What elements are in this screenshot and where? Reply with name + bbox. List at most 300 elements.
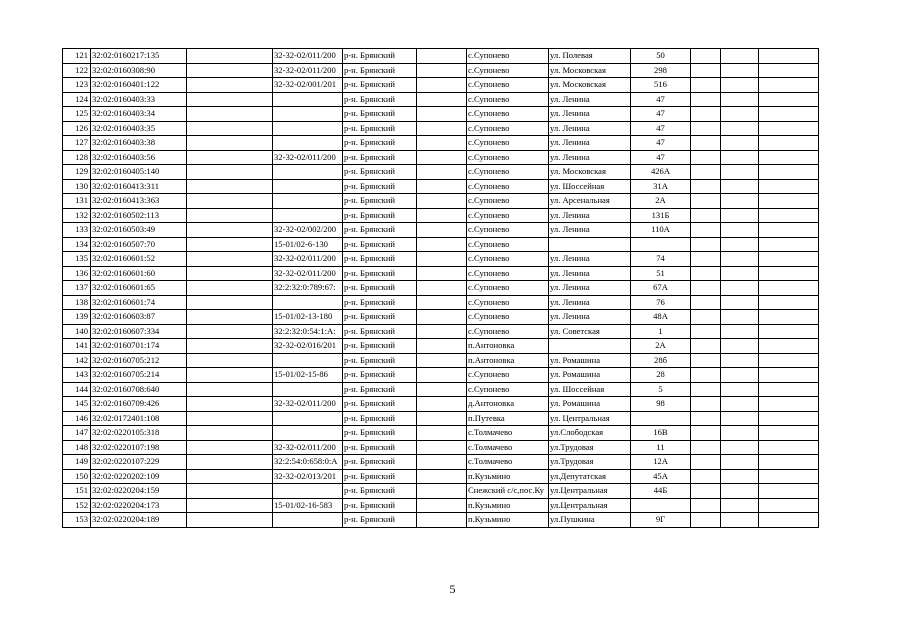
street-cell: ул. Ромашина [549,353,631,368]
blank-cell [759,78,819,93]
blank-cell [691,223,721,238]
row-index-cell: 126 [63,121,91,136]
blank-cell [721,295,759,310]
district-cell: р-н. Брянский [343,324,417,339]
district-cell: р-н. Брянский [343,92,417,107]
registration-number-cell [273,92,343,107]
blank-cell [691,252,721,267]
blank-cell [417,310,467,325]
table-row [63,237,819,252]
blank-cell [759,397,819,412]
district-cell: р-н. Брянский [343,498,417,513]
blank-cell [721,368,759,383]
settlement-cell: с.Супонево [467,107,549,122]
blank-cell [691,484,721,499]
street-cell: ул.Центральная [549,484,631,499]
blank-cell [721,281,759,296]
blank-cell [721,107,759,122]
registration-number-cell: 32-32-02/016/201 [273,339,343,354]
cadastral-number-cell: 32:02:0220204:159 [91,484,187,499]
street-cell: ул. Московская [549,165,631,180]
street-cell: ул. Ленина [549,266,631,281]
registration-number-cell [273,208,343,223]
row-index-cell: 144 [63,382,91,397]
row-index-cell: 139 [63,310,91,325]
table-row [63,281,819,296]
blank-cell [187,440,273,455]
blank-cell [721,339,759,354]
table-row [63,121,819,136]
district-cell: р-н. Брянский [343,310,417,325]
cadastral-number-cell: 32:02:0160709:426 [91,397,187,412]
house-number-cell [631,498,691,513]
blank-cell [691,455,721,470]
cadastral-number-cell: 32:02:0160403:35 [91,121,187,136]
district-cell: р-н. Брянский [343,368,417,383]
blank-cell [721,397,759,412]
registration-number-cell: 32-32-02/011/200 [273,397,343,412]
blank-cell [187,266,273,281]
blank-cell [417,498,467,513]
blank-cell [417,208,467,223]
settlement-cell: с.Супонево [467,78,549,93]
blank-cell [721,411,759,426]
house-number-cell: 131Б [631,208,691,223]
blank-cell [417,353,467,368]
blank-cell [187,49,273,64]
blank-cell [721,513,759,528]
blank-cell [759,266,819,281]
blank-cell [417,121,467,136]
blank-cell [691,382,721,397]
blank-cell [691,440,721,455]
row-index-cell: 124 [63,92,91,107]
blank-cell [187,136,273,151]
table-row [63,382,819,397]
cadastral-number-cell: 32:02:0160708:640 [91,382,187,397]
row-index-cell: 138 [63,295,91,310]
district-cell: р-н. Брянский [343,411,417,426]
blank-cell [721,498,759,513]
district-cell: р-н. Брянский [343,353,417,368]
blank-cell [721,324,759,339]
table-row [63,484,819,499]
blank-cell [759,165,819,180]
table-row [63,49,819,64]
registration-number-cell: 32-32-02/013/201 [273,469,343,484]
registration-number-cell [273,411,343,426]
street-cell: ул. Ленина [549,310,631,325]
district-cell: р-н. Брянский [343,382,417,397]
cadastral-number-cell: 32:02:0160601:60 [91,266,187,281]
blank-cell [417,426,467,441]
house-number-cell: 47 [631,107,691,122]
blank-cell [759,339,819,354]
registration-number-cell [273,136,343,151]
blank-cell [417,107,467,122]
settlement-cell: с.Супонево [467,92,549,107]
district-cell: р-н. Брянский [343,455,417,470]
district-cell: р-н. Брянский [343,49,417,64]
blank-cell [721,469,759,484]
registration-number-cell: 32-32-02/011/200 [273,266,343,281]
registration-number-cell: 32-32-02/002/200 [273,223,343,238]
table-row [63,310,819,325]
table-row [63,78,819,93]
blank-cell [691,150,721,165]
blank-cell [187,78,273,93]
house-number-cell: 47 [631,92,691,107]
row-index-cell: 135 [63,252,91,267]
table-row [63,513,819,528]
row-index-cell: 123 [63,78,91,93]
blank-cell [721,223,759,238]
blank-cell [721,382,759,397]
table-row [63,136,819,151]
blank-cell [691,237,721,252]
settlement-cell: с.Супонево [467,63,549,78]
blank-cell [759,63,819,78]
blank-cell [187,252,273,267]
blank-cell [691,121,721,136]
settlement-cell: с.Супонево [467,382,549,397]
blank-cell [187,498,273,513]
blank-cell [759,368,819,383]
blank-cell [759,136,819,151]
house-number-cell: 47 [631,121,691,136]
district-cell: р-н. Брянский [343,440,417,455]
cadastral-number-cell: 32:02:0172401:108 [91,411,187,426]
blank-cell [721,426,759,441]
blank-cell [417,136,467,151]
settlement-cell: с.Супонево [467,295,549,310]
blank-cell [691,513,721,528]
row-index-cell: 125 [63,107,91,122]
settlement-cell: п.Кузьмино [467,498,549,513]
registration-number-cell [273,353,343,368]
settlement-cell: с.Супонево [467,165,549,180]
street-cell: ул. Полевая [549,49,631,64]
registration-number-cell: 32:2:54:0:658:0:А [273,455,343,470]
table-row [63,368,819,383]
house-number-cell: 76 [631,295,691,310]
blank-cell [187,179,273,194]
street-cell: ул. Ленина [549,223,631,238]
blank-cell [187,121,273,136]
street-cell: ул.Слободская [549,426,631,441]
blank-cell [187,150,273,165]
blank-cell [759,411,819,426]
blank-cell [759,426,819,441]
blank-cell [759,498,819,513]
blank-cell [691,165,721,180]
settlement-cell: с.Супонево [467,310,549,325]
district-cell: р-н. Брянский [343,194,417,209]
cadastral-number-cell: 32:02:0160217:135 [91,49,187,64]
blank-cell [187,324,273,339]
blank-cell [417,484,467,499]
house-number-cell: 12А [631,455,691,470]
table-row [63,252,819,267]
house-number-cell: 1 [631,324,691,339]
district-cell: р-н. Брянский [343,107,417,122]
district-cell: р-н. Брянский [343,165,417,180]
cadastral-number-cell: 32:02:0160601:65 [91,281,187,296]
district-cell: р-н. Брянский [343,208,417,223]
blank-cell [187,295,273,310]
district-cell: р-н. Брянский [343,484,417,499]
table-row [63,92,819,107]
blank-cell [691,426,721,441]
blank-cell [759,469,819,484]
blank-cell [187,382,273,397]
registration-number-cell: 32-32-02/001/201 [273,78,343,93]
row-index-cell: 131 [63,194,91,209]
district-cell: р-н. Брянский [343,295,417,310]
district-cell: р-н. Брянский [343,237,417,252]
district-cell: р-н. Брянский [343,179,417,194]
blank-cell [417,92,467,107]
district-cell: р-н. Брянский [343,339,417,354]
cadastral-number-cell: 32:02:0160607:334 [91,324,187,339]
table-row [63,397,819,412]
blank-cell [187,484,273,499]
cadastral-number-cell: 32:02:0160507:70 [91,237,187,252]
district-cell: р-н. Брянский [343,426,417,441]
registry-table [62,48,819,528]
house-number-cell: 298 [631,63,691,78]
blank-cell [721,440,759,455]
table-row [63,194,819,209]
settlement-cell: с.Супонево [467,266,549,281]
blank-cell [691,469,721,484]
table-row [63,165,819,180]
house-number-cell: 11 [631,440,691,455]
cadastral-number-cell: 32:02:0220105:318 [91,426,187,441]
settlement-cell: с.Супонево [467,121,549,136]
cadastral-number-cell: 32:02:0220202:109 [91,469,187,484]
district-cell: р-н. Брянский [343,397,417,412]
row-index-cell: 127 [63,136,91,151]
blank-cell [691,92,721,107]
blank-cell [187,107,273,122]
blank-cell [721,49,759,64]
row-index-cell: 152 [63,498,91,513]
blank-cell [417,194,467,209]
blank-cell [417,281,467,296]
settlement-cell: п.Путевка [467,411,549,426]
blank-cell [759,281,819,296]
cadastral-number-cell: 32:02:0160603:87 [91,310,187,325]
blank-cell [417,63,467,78]
table-row [63,469,819,484]
house-number-cell: 28б [631,353,691,368]
registration-number-cell [273,165,343,180]
row-index-cell: 128 [63,150,91,165]
row-index-cell: 136 [63,266,91,281]
settlement-cell: с.Супонево [467,136,549,151]
cadastral-number-cell: 32:02:0160601:74 [91,295,187,310]
street-cell: ул. Московская [549,63,631,78]
cadastral-number-cell: 32:02:0160403:33 [91,92,187,107]
blank-cell [759,252,819,267]
blank-cell [417,368,467,383]
street-cell [549,237,631,252]
blank-cell [187,237,273,252]
blank-cell [187,513,273,528]
blank-cell [417,324,467,339]
blank-cell [417,455,467,470]
cadastral-number-cell: 32:02:0160705:212 [91,353,187,368]
district-cell: р-н. Брянский [343,469,417,484]
row-index-cell: 121 [63,49,91,64]
blank-cell [759,353,819,368]
registration-number-cell: 15-01/02-16-583 [273,498,343,513]
blank-cell [721,179,759,194]
street-cell: ул. Ленина [549,208,631,223]
blank-cell [417,49,467,64]
registration-number-cell [273,484,343,499]
row-index-cell: 143 [63,368,91,383]
table-row [63,266,819,281]
blank-cell [759,382,819,397]
blank-cell [721,484,759,499]
house-number-cell: 45А [631,469,691,484]
house-number-cell: 5 [631,382,691,397]
blank-cell [691,324,721,339]
blank-cell [691,411,721,426]
blank-cell [721,252,759,267]
blank-cell [417,295,467,310]
blank-cell [691,353,721,368]
blank-cell [759,484,819,499]
district-cell: р-н. Брянский [343,63,417,78]
street-cell: ул. Ленина [549,252,631,267]
district-cell: р-н. Брянский [343,150,417,165]
house-number-cell: 2А [631,194,691,209]
settlement-cell: п.Кузьмино [467,513,549,528]
cadastral-number-cell: 32:02:0220107:229 [91,455,187,470]
house-number-cell [631,411,691,426]
street-cell: ул. Ромашина [549,368,631,383]
blank-cell [759,194,819,209]
blank-cell [417,382,467,397]
blank-cell [721,136,759,151]
blank-cell [417,469,467,484]
blank-cell [187,397,273,412]
row-index-cell: 122 [63,63,91,78]
blank-cell [759,295,819,310]
district-cell: р-н. Брянский [343,78,417,93]
row-index-cell: 129 [63,165,91,180]
cadastral-number-cell: 32:02:0160413:311 [91,179,187,194]
row-index-cell: 140 [63,324,91,339]
blank-cell [759,179,819,194]
cadastral-number-cell: 32:02:0220204:173 [91,498,187,513]
row-index-cell: 146 [63,411,91,426]
registration-number-cell: 32-32-02/011/200 [273,252,343,267]
house-number-cell: 516 [631,78,691,93]
blank-cell [187,411,273,426]
settlement-cell: с.Толмачево [467,426,549,441]
street-cell [549,339,631,354]
cadastral-number-cell: 32:02:0160401:122 [91,78,187,93]
registration-number-cell: 32:2:32:0:789:67: [273,281,343,296]
settlement-cell: с.Толмачево [467,455,549,470]
blank-cell [721,194,759,209]
row-index-cell: 137 [63,281,91,296]
house-number-cell: 98 [631,397,691,412]
registration-number-cell: 32:2:32:0:54:1:А: [273,324,343,339]
street-cell: ул.Центральная [549,498,631,513]
table-row [63,498,819,513]
blank-cell [759,223,819,238]
blank-cell [721,165,759,180]
blank-cell [417,266,467,281]
street-cell: ул. Советская [549,324,631,339]
blank-cell [721,237,759,252]
cadastral-number-cell: 32:02:0220204:189 [91,513,187,528]
registration-number-cell [273,426,343,441]
cadastral-number-cell: 32:02:0160701:174 [91,339,187,354]
settlement-cell: с.Супонево [467,281,549,296]
district-cell: р-н. Брянский [343,121,417,136]
blank-cell [691,310,721,325]
blank-cell [691,107,721,122]
street-cell: ул. Ромашина [549,397,631,412]
blank-cell [721,150,759,165]
cadastral-number-cell: 32:02:0220107:198 [91,440,187,455]
table-row [63,63,819,78]
district-cell: р-н. Брянский [343,266,417,281]
blank-cell [721,208,759,223]
cadastral-number-cell: 32:02:0160403:38 [91,136,187,151]
blank-cell [721,310,759,325]
cadastral-number-cell: 32:02:0160413:363 [91,194,187,209]
blank-cell [187,194,273,209]
district-cell: р-н. Брянский [343,136,417,151]
blank-cell [759,455,819,470]
blank-cell [691,397,721,412]
blank-cell [721,121,759,136]
row-index-cell: 153 [63,513,91,528]
street-cell: ул. Ленина [549,136,631,151]
district-cell: р-н. Брянский [343,281,417,296]
house-number-cell: 110А [631,223,691,238]
settlement-cell: с.Супонево [467,252,549,267]
blank-cell [417,179,467,194]
registration-number-cell [273,121,343,136]
registration-number-cell: 32-32-02/011/200 [273,440,343,455]
settlement-cell: с.Супонево [467,194,549,209]
blank-cell [187,208,273,223]
registration-number-cell [273,179,343,194]
table-row [63,324,819,339]
cadastral-number-cell: 32:02:0160403:56 [91,150,187,165]
house-number-cell: 426А [631,165,691,180]
table-row [63,179,819,194]
blank-cell [759,324,819,339]
street-cell: ул. Ленина [549,281,631,296]
registration-number-cell: 15-01/02-13-180 [273,310,343,325]
blank-cell [417,78,467,93]
blank-cell [417,237,467,252]
settlement-cell: п.Антоновка [467,339,549,354]
blank-cell [721,266,759,281]
blank-cell [759,150,819,165]
blank-cell [759,107,819,122]
blank-cell [187,310,273,325]
